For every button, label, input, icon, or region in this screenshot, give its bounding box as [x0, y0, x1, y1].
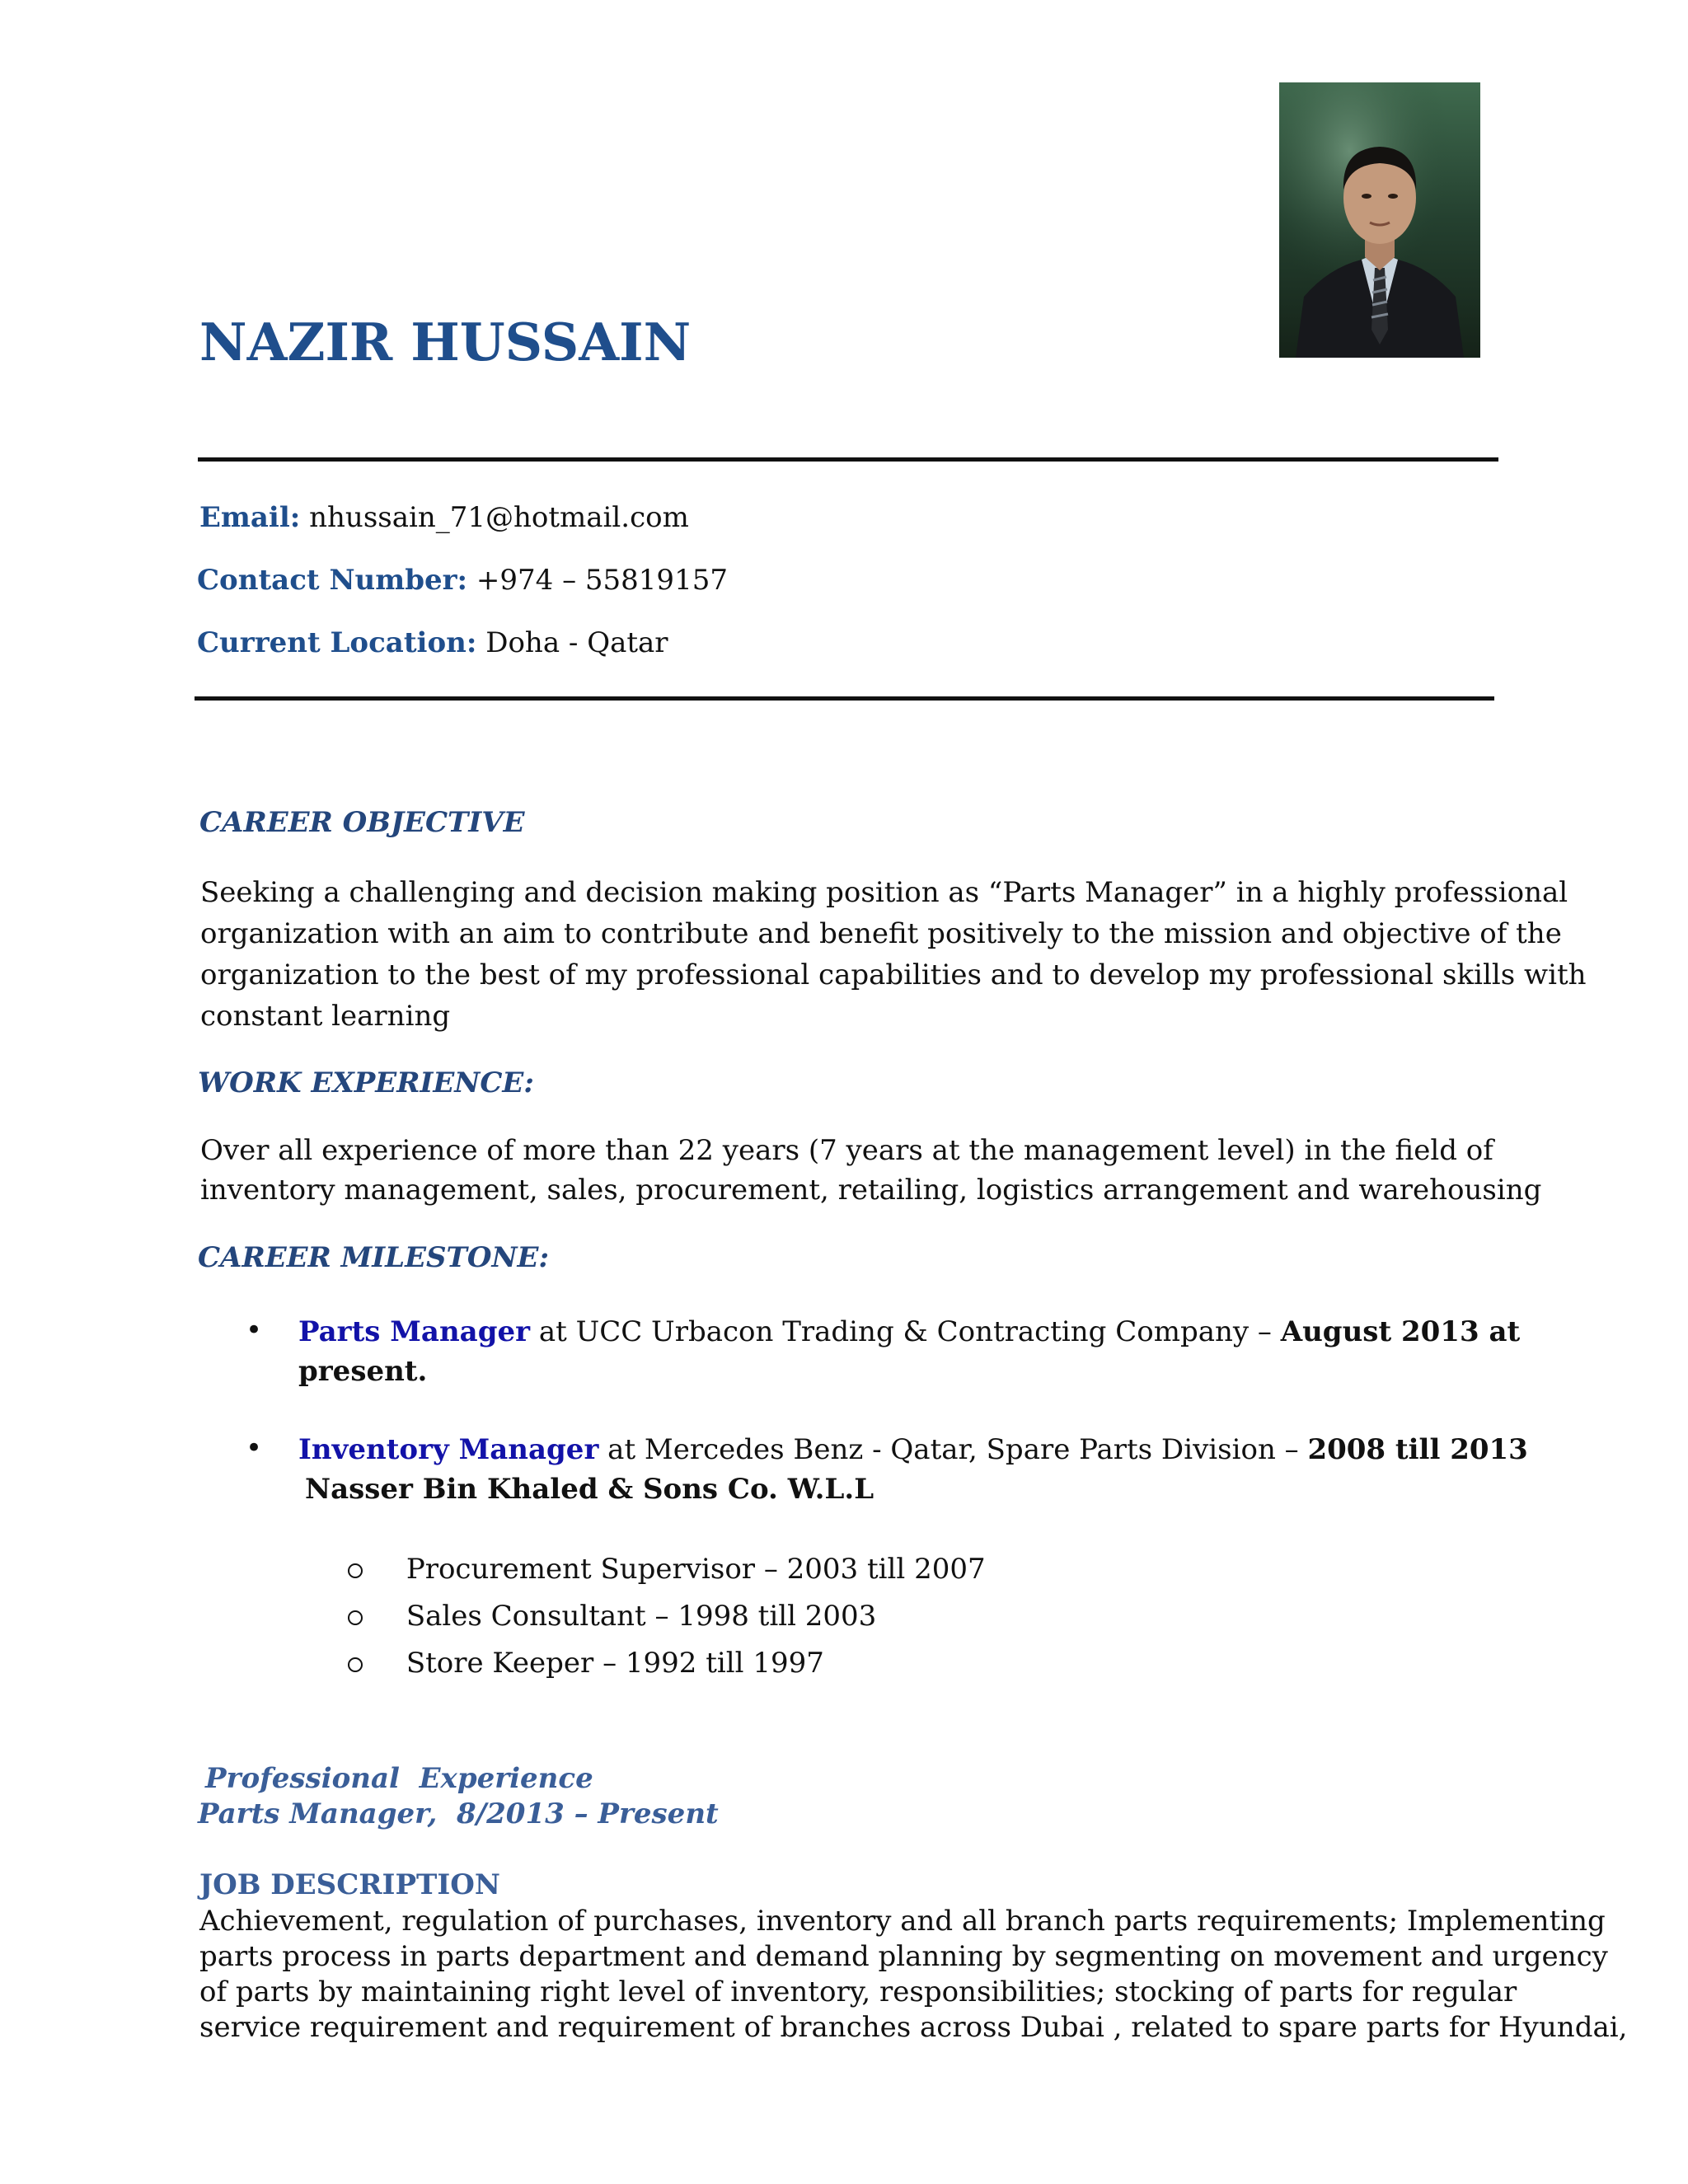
- sub-list-item: [348, 1600, 876, 1633]
- career-objective-line: constant learning: [200, 1000, 451, 1033]
- milestone-employer: Nasser Bin Khaled & Sons Co. W.L.L: [305, 1473, 874, 1506]
- job-description-line: parts process in parts department and demand planning by segmenting on movement and urgency: [199, 1940, 1608, 1973]
- location-label: Current Location:: [197, 626, 477, 659]
- email-row: [199, 501, 689, 534]
- job-description-text: [199, 1904, 1627, 2046]
- work-experience-line: Over all experience of more than 22 years (7 years at the management level) in the field of: [200, 1134, 1493, 1167]
- milestone-role: Inventory Manager: [298, 1433, 599, 1466]
- divider-bottom: [195, 696, 1494, 701]
- sub-item-text: Store Keeper – 1992 till 1997: [406, 1647, 824, 1680]
- job-description-line: service requirement and requirement of branches across Dubai , related to spare parts for Hyundai,: [199, 2011, 1628, 2044]
- email-label: Email:: [199, 501, 301, 534]
- job-description-heading: JOB DESCRIPTION: [199, 1868, 500, 1901]
- sub-item-text: Procurement Supervisor – 2003 till 2007: [406, 1553, 986, 1586]
- bullet-icon: •: [246, 1314, 263, 1347]
- career-objective-line: organization with an aim to contribute and benefit positively to the mission and objective of the: [200, 917, 1562, 950]
- candidate-name: NAZIR HUSSAIN: [199, 312, 692, 373]
- milestone-line: [298, 1430, 1528, 1469]
- sub-item-text: Sales Consultant – 1998 till 2003: [406, 1600, 877, 1633]
- work-experience-text: [200, 1131, 1542, 1210]
- circle-bullet-icon: [348, 1610, 363, 1625]
- professional-experience-position: Parts Manager, 8/2013 – Present: [198, 1797, 719, 1830]
- location-row: [197, 626, 668, 659]
- milestone-item: [298, 1430, 1528, 1509]
- career-objective-line: Seeking a challenging and decision making position as “Parts Manager” in a highly professional: [200, 876, 1568, 909]
- phone-value: +974 – 55819157: [476, 564, 728, 597]
- bullet-icon: •: [246, 1432, 263, 1465]
- divider-top: [198, 457, 1498, 462]
- work-experience-line: inventory management, sales, procurement, retailing, logistics arrangement and warehousing: [200, 1174, 1542, 1207]
- milestone-company: at Mercedes Benz - Qatar, Spare Parts Division –: [598, 1433, 1308, 1466]
- milestone-role: Parts Manager: [298, 1315, 531, 1348]
- work-experience-heading: WORK EXPERIENCE:: [198, 1066, 534, 1099]
- milestone-period: 2008 till 2013: [1307, 1433, 1528, 1466]
- email-value: nhussain_71@hotmail.com: [309, 501, 689, 534]
- circle-bullet-icon: [348, 1657, 363, 1672]
- profile-photo: [1279, 82, 1480, 358]
- location-value: Doha - Qatar: [485, 626, 668, 659]
- career-objective-text: [200, 872, 1587, 1037]
- circle-bullet-icon: [348, 1563, 363, 1578]
- professional-experience-heading: Professional Experience: [205, 1762, 593, 1795]
- sub-list-item: [348, 1553, 986, 1586]
- milestone-period-cont: present.: [298, 1355, 428, 1388]
- sub-list-item: [348, 1647, 824, 1680]
- milestone-item: [298, 1312, 1521, 1391]
- career-milestone-heading: CAREER MILESTONE:: [198, 1241, 549, 1274]
- phone-label: Contact Number:: [197, 564, 468, 597]
- career-objective-line: organization to the best of my professional capabilities and to develop my professional skills with: [200, 958, 1587, 991]
- phone-row: [197, 564, 728, 597]
- milestone-company: at UCC Urbacon Trading & Contracting Company –: [530, 1315, 1281, 1348]
- milestone-line: [298, 1312, 1521, 1352]
- job-description-line: of parts by maintaining right level of inventory, responsibilities; stocking of parts for regular: [199, 1975, 1517, 2008]
- job-description-line: Achievement, regulation of purchases, inventory and all branch parts requirements; Implementing: [199, 1905, 1606, 1938]
- milestone-period: August 2013 at: [1280, 1315, 1521, 1348]
- career-objective-heading: CAREER OBJECTIVE: [199, 806, 525, 839]
- profile-photo-image: [1279, 82, 1480, 358]
